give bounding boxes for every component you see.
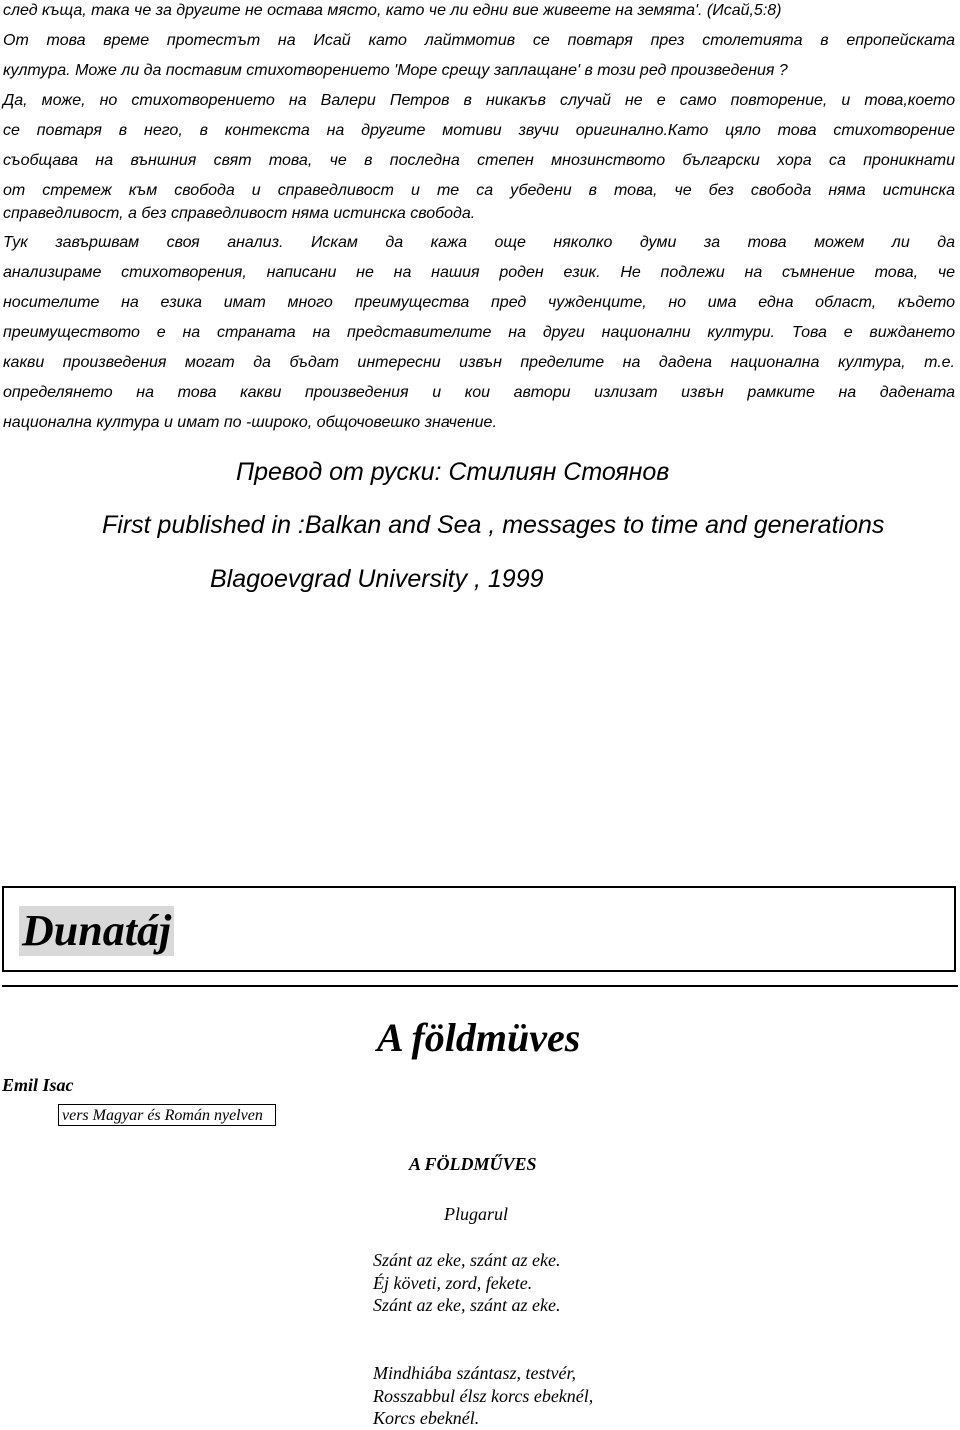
poem-line: Szánt az eke, szánt az eke. — [373, 1250, 561, 1270]
publication-credit: First published in :Balkan and Sea , messages to time and generations — [102, 511, 885, 539]
poem-line: Mindhiába szántasz, testvér, — [373, 1363, 577, 1383]
poem-line: Rosszabbul élsz korcs ebeknél, — [373, 1385, 594, 1406]
body-line: от стремеж към свобода и справедливост и те са убедени в това, че без свобода няма истинска — [3, 182, 955, 199]
poem-line: Szánt az eke, szánt az eke. — [373, 1295, 561, 1315]
language-note: vers Magyar és Román nyelven — [58, 1104, 276, 1126]
body-line: Тук завършвам своя анализ. Искам да кажа още няколко думи за това можем ли да — [3, 234, 955, 251]
body-line: справедливост, а без справедливост няма истинска свобода. — [3, 205, 476, 222]
author-name: Emil Isac — [2, 1075, 74, 1095]
poem-heading-original: Plugarul — [444, 1204, 509, 1224]
divider — [2, 985, 958, 987]
body-line: култура. Може ли да поставим стихотворението 'Море срещу заплащане' в този ред произведения ? — [3, 62, 788, 79]
poem-line: Korcs ebeknél. — [373, 1408, 480, 1428]
poem-line: Éj követi, zord, fekete. — [373, 1272, 533, 1293]
body-line: анализираме стихотворения, написани не на нашия роден език. Не подлежи на съмнение това, че — [3, 264, 955, 281]
body-line: след къща, така че за другите не остава място, като че ли едни вие живеете на земята'. (Исай,5:8) — [3, 2, 782, 19]
body-line: национална култура и имат по -широко, общочовешко значение. — [3, 414, 497, 431]
stanza — [373, 1249, 560, 1317]
section-title-box — [2, 886, 956, 972]
poem-title: A földmüves — [377, 1015, 581, 1060]
body-line: определянето на това какви произведения и кои автори излизат извън рамките на дадената — [3, 384, 955, 401]
body-line: От това време протестът на Исай като лайтмотив се повтаря през столетията в епропейската — [3, 32, 955, 49]
section-title: Dunatáj — [19, 906, 174, 956]
body-line: преимуществото е на страната на представителите на други национални култури. Това е виждането — [3, 324, 955, 341]
body-line: съобщава на външния свят това, че в последна степен мнозинството български хора са проникнати — [3, 152, 955, 169]
body-line: носителите на езика имат много преимущества пред чужденците, но има една област, където — [3, 294, 955, 311]
body-line: се повтаря в него, в контекста на другите мотиви звучи оригинално.Като цяло това стихотворение — [3, 122, 955, 139]
poem-heading-hungarian: A FÖLDMŰVES — [409, 1154, 537, 1174]
body-line: какви произведения могат да бъдат интересни извън пределите на дадена национална култура, т.е. — [3, 354, 955, 371]
stanza — [373, 1362, 593, 1430]
university-credit: Blagoevgrad University , 1999 — [210, 565, 544, 593]
translation-credit: Превод от руски: Стилиян Стоянов — [236, 458, 670, 486]
body-line: Да, може, но стихотворението на Валери Петров в никакъв случай не е само повторение, и това,което — [3, 92, 955, 109]
